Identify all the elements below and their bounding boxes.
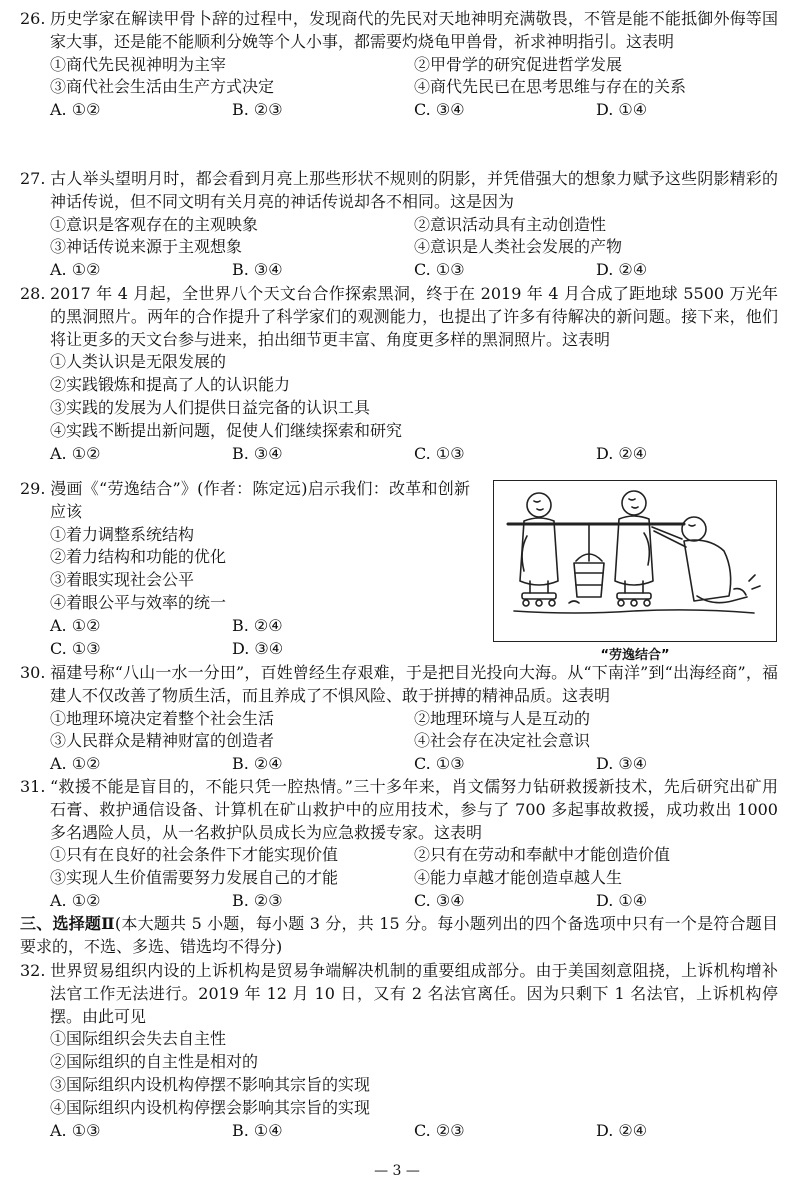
cartoon-caption: “劳逸结合” <box>600 648 670 663</box>
choice-a[interactable]: A. ①③ <box>50 1120 101 1140</box>
statement-2: ②只有在劳动和奉献中才能创造价值 <box>414 845 671 865</box>
choice-a[interactable]: A. ①② <box>50 443 101 463</box>
choice-b[interactable]: B. ②③ <box>232 890 283 910</box>
choice-d[interactable]: D. ③④ <box>596 754 648 774</box>
statement-2: ②地理环境与人是互动的 <box>414 708 591 728</box>
question-number: 31. <box>20 777 46 796</box>
choice-b[interactable]: B. ②③ <box>232 100 283 120</box>
statement-4: ④着眼公平与效率的统一 <box>50 592 227 612</box>
choice-c[interactable]: C. ③④ <box>414 100 465 120</box>
cartoon-drawing-icon <box>494 481 776 641</box>
question-29 <box>20 478 470 660</box>
choice-b[interactable]: B. ③④ <box>232 260 283 280</box>
statement-1: ①商代先民视神明为主宰 <box>50 54 227 74</box>
choice-d[interactable]: D. ②④ <box>596 443 648 463</box>
statement-3: ③商代社会生活由生产方式决定 <box>50 77 275 97</box>
choice-d[interactable]: D. ②④ <box>596 1120 648 1140</box>
question-stem: 2017 年 4 月起，全世界八个天文台合作探索黑洞，终于在 2019 年 4 月合成了距地球 5500 万光年的黑洞照片。两年的合作提升了科学家们的观测能力，也提出了许多有待解决的新问题。接下来，他们将让更多的天文台参与进来，拍出细节更丰富、角度更多样的黑洞照片。这表明 <box>50 284 778 349</box>
page-number: — 3 — <box>374 1163 420 1179</box>
cartoon-illustration <box>493 480 777 642</box>
statement-1: ①着力调整系统结构 <box>50 524 195 544</box>
question-number: 28. <box>20 284 46 303</box>
choice-a[interactable]: A. ①② <box>50 100 101 120</box>
choice-b[interactable]: B. ②④ <box>232 754 283 774</box>
question-stem: 漫画《“劳逸结合”》(作者：陈定远)启示我们：改革和创新应该 <box>50 479 470 521</box>
question-31 <box>20 776 778 913</box>
statement-1: ①只有在良好的社会条件下才能实现价值 <box>50 845 339 865</box>
question-26 <box>20 8 778 122</box>
question-32 <box>20 960 778 1142</box>
statement-4: ④能力卓越才能创造卓越人生 <box>414 868 623 888</box>
question-28 <box>20 283 778 465</box>
question-30 <box>20 662 778 776</box>
question-stem: 世界贸易组织内设的上诉机构是贸易争端解决机制的重要组成部分。由于美国刻意阻挠，上诉机构增补法官工作无法进行。2019 年 12 月 10 日，又有 2 名法官离任。因为只剩下 1 名法官，上诉机构停摆。由此可见 <box>50 961 778 1026</box>
statement-1: ①国际组织会失去自主性 <box>50 1029 227 1049</box>
statement-4: ④实践不断提出新问题，促使人们继续探索和研究 <box>50 420 403 440</box>
question-number: 30. <box>20 663 46 682</box>
question-stem: 福建号称“八山一水一分田”，百姓曾经生存艰难，于是把目光投向大海。从“下南洋”到“出海经商”，福建人不仅改善了物质生活，而且养成了不惧风险、敢于拼搏的精神品质。这表明 <box>50 663 778 705</box>
choice-d[interactable]: D. ①④ <box>596 100 648 120</box>
question-stem: “救援不能是盲目的，不能只凭一腔热情。”三十多年来，肖文儒努力钻研救援新技术，先后研究出矿用石膏、救护通信设备、计算机在矿山救护中的应用技术，参与了 700 多起事故救援，成功救出 1000 多名遇险人员，从一名救护队员成长为应急救援专家。这表明 <box>50 777 778 842</box>
choice-a[interactable]: A. ①② <box>50 260 101 280</box>
statement-2: ②国际组织的自主性是相对的 <box>50 1052 259 1072</box>
choice-c[interactable]: C. ②③ <box>414 1120 465 1140</box>
choice-d[interactable]: D. ②④ <box>596 260 648 280</box>
choice-d[interactable]: D. ①④ <box>596 890 648 910</box>
statement-3: ③实现人生价值需要努力发展自己的才能 <box>50 868 339 888</box>
choice-b[interactable]: B. ②④ <box>232 615 283 635</box>
statement-3: ③神话传说来源于主观想象 <box>50 237 243 257</box>
choice-c[interactable]: C. ①③ <box>414 443 465 463</box>
choice-b[interactable]: B. ③④ <box>232 443 283 463</box>
statement-4: ④国际组织内设机构停摆会影响其宗旨的实现 <box>50 1097 371 1117</box>
question-number: 32. <box>20 961 46 980</box>
section-note: (本大题共 5 小题，每小题 3 分，共 15 分。每小题列出的四个备选项中只有一个是符合题目要求的，不选、多选、错选均不得分) <box>20 914 778 956</box>
choice-a[interactable]: A. ①② <box>50 615 101 635</box>
question-stem: 历史学家在解读甲骨卜辞的过程中，发现商代的先民对天地神明充满敬畏，不管是能不能抵御外侮等国家大事，还是能不能顺利分娩等个人小事，都需要灼烧龟甲兽骨，祈求神明指引。这表明 <box>50 9 778 51</box>
question-number: 29. <box>20 479 46 498</box>
question-stem: 古人举头望明月时，都会看到月亮上那些形状不规则的阴影，并凭借强大的想象力赋予这些阴影精彩的神话传说，但不同文明有关月亮的神话传说却各不相同。这是因为 <box>50 169 778 211</box>
choice-a[interactable]: A. ①② <box>50 890 101 910</box>
statement-3: ③实践的发展为人们提供日益完备的认识工具 <box>50 397 371 417</box>
statement-1: ①人类认识是无限发展的 <box>50 352 227 372</box>
statement-3: ③人民群众是精神财富的创造者 <box>50 731 275 751</box>
question-number: 26. <box>20 9 46 28</box>
choice-c[interactable]: C. ①③ <box>414 754 465 774</box>
choice-d[interactable]: D. ③④ <box>232 638 284 658</box>
question-number: 27. <box>20 169 46 188</box>
statement-2: ②意识活动具有主动创造性 <box>414 214 607 234</box>
statement-1: ①地理环境决定着整个社会生活 <box>50 708 275 728</box>
statement-2: ②着力结构和功能的优化 <box>50 547 227 567</box>
choice-c[interactable]: C. ①③ <box>414 260 465 280</box>
choice-c[interactable]: C. ①③ <box>50 638 101 658</box>
section-header <box>20 913 778 959</box>
statement-3: ③国际组织内设机构停摆不影响其宗旨的实现 <box>50 1074 371 1094</box>
statement-4: ④社会存在决定社会意识 <box>414 731 591 751</box>
choice-a[interactable]: A. ①② <box>50 754 101 774</box>
statement-1: ①意识是客观存在的主观映象 <box>50 214 259 234</box>
choice-c[interactable]: C. ③④ <box>414 890 465 910</box>
choice-b[interactable]: B. ①④ <box>232 1120 283 1140</box>
statement-2: ②实践锻炼和提高了人的认识能力 <box>50 375 291 395</box>
section-title: 三、选择题Ⅱ <box>20 914 115 933</box>
question-27 <box>20 168 778 282</box>
statement-4: ④意识是人类社会发展的产物 <box>414 237 623 257</box>
statement-2: ②甲骨学的研究促进哲学发展 <box>414 54 623 74</box>
statement-4: ④商代先民已在思考思维与存在的关系 <box>414 77 687 97</box>
statement-3: ③着眼实现社会公平 <box>50 570 195 590</box>
